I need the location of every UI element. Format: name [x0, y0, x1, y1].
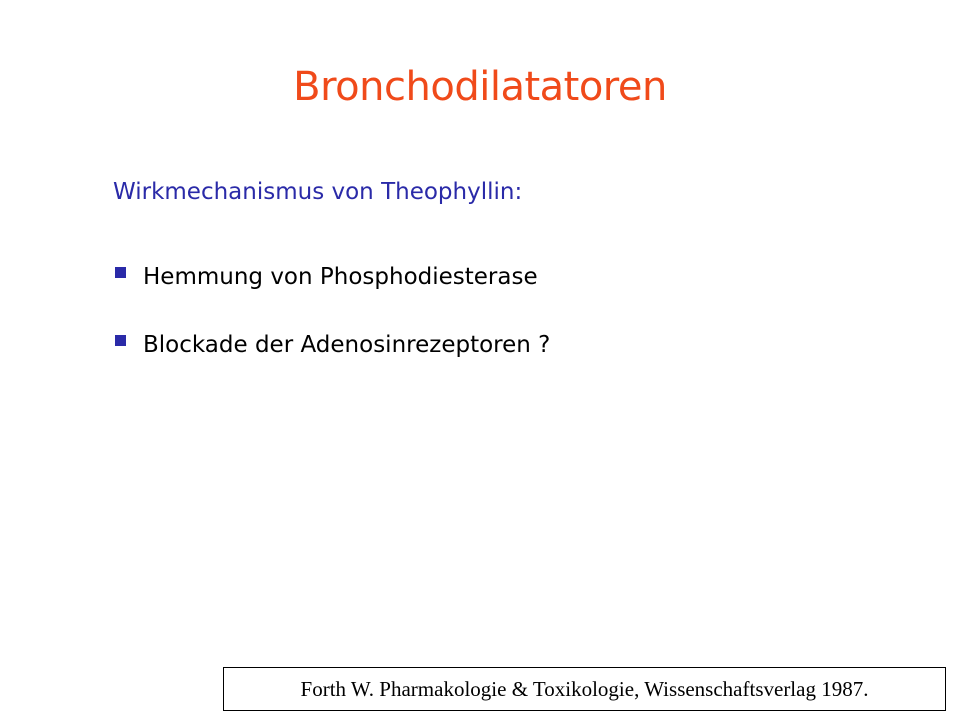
bullet-text: Hemmung von Phosphodiesterase: [143, 264, 538, 290]
square-bullet-icon: [115, 267, 126, 278]
citation-box: [223, 667, 946, 711]
bullet-item: [113, 259, 550, 295]
slide-subtitle: Wirkmechanismus von Theophyllin:: [113, 179, 523, 205]
bullet-item: [113, 327, 550, 363]
bullet-list: [113, 259, 550, 395]
citation-text: Forth W. Pharmakologie & Toxikologie, Wissenschaftsverlag 1987.: [300, 676, 869, 701]
slide-title: Bronchodilatatoren: [293, 64, 667, 110]
square-bullet-icon: [115, 335, 126, 346]
bullet-text: Blockade der Adenosinrezeptoren ?: [143, 332, 551, 358]
